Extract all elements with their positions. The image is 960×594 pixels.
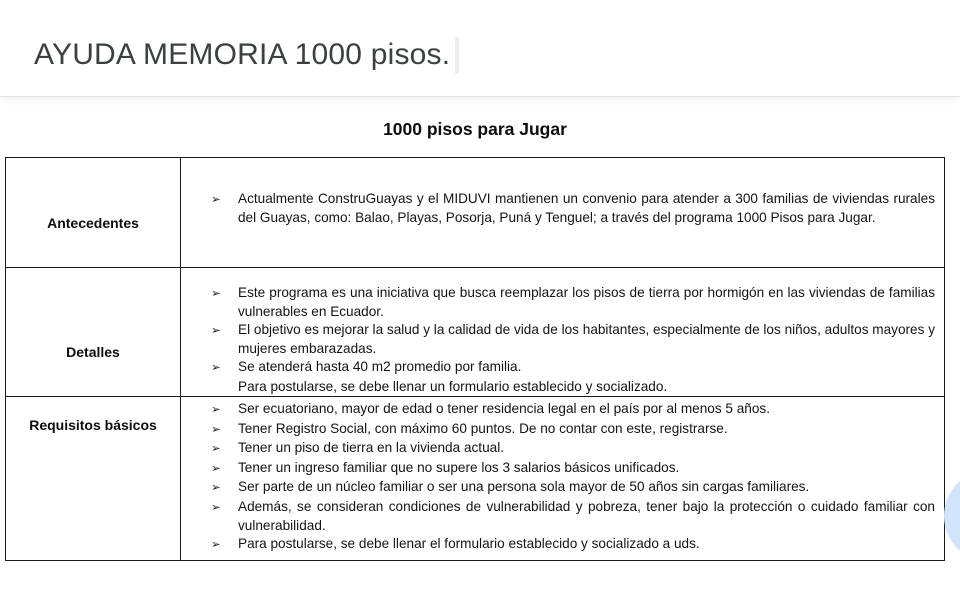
- row-content-cell: [181, 397, 944, 560]
- document-title[interactable]: AYUDA MEMORIA 1000 pisos.: [34, 38, 451, 71]
- row-label-cell: [6, 268, 181, 396]
- floating-bubble[interactable]: [944, 470, 960, 562]
- arrow-bullet-icon: ➢: [211, 539, 221, 552]
- arrow-bullet-icon: ➢: [211, 423, 221, 436]
- row-label-cell: [6, 158, 181, 267]
- list-item: ➢ Tener un ingreso familiar que no supere los 3 salarios básicos unificados.: [211, 459, 935, 479]
- table-row-antecedentes: [6, 158, 944, 267]
- row-label-cell: [6, 397, 181, 560]
- list-item: ➢ Actualmente ConstruGuayas y el MIDUVI mantienen un convenio para atender a 300 familias de viviendas rurales del Guayas, como: Balao, Playas, Posorja, Puná y Tenguel; a través del programa 1000 Pisos para Jugar.: [211, 190, 935, 227]
- list-item: ➢ Ser parte de un núcleo familiar o ser una persona sola mayor de 50 años sin cargas familiares.: [211, 478, 935, 498]
- arrow-bullet-icon: ➢: [211, 362, 221, 375]
- list-item: ➢ El objetivo es mejorar la salud y la calidad de vida de los habitantes, especialmente de los niños, adultos mayores y mujeres embarazadas.: [211, 321, 935, 358]
- arrow-bullet-icon: ➢: [211, 404, 221, 416]
- list-item: ➢ Además, se consideran condiciones de vulnerabilidad y pobreza, tener bajo la protección o cuidado familiar con vulnerabilidad.: [211, 498, 935, 535]
- list-item: ➢ Tener Registro Social, con máximo 60 puntos. De no contar con este, registrarse.: [211, 420, 935, 440]
- row-content-cell: [181, 158, 944, 267]
- arrow-bullet-icon: ➢: [211, 288, 221, 300]
- info-table: [5, 157, 945, 561]
- list-item: ➢ Este programa es una iniciativa que busca reemplazar los pisos de tierra por hormigón en las viviendas de familias vulnerables en Ecuador.: [211, 284, 935, 321]
- list-item: ➢ Se atenderá hasta 40 m2 promedio por familia.: [211, 358, 935, 378]
- list-item: ➢ Para postularse, se debe llenar el formulario establecido y socializado a uds.: [211, 535, 935, 555]
- list-item-continuation: Para postularse, se debe llenar un formulario establecido y socializado.: [211, 378, 935, 397]
- app-header: [0, 0, 960, 97]
- text-cursor: [455, 37, 459, 74]
- arrow-bullet-icon: ➢: [211, 443, 221, 456]
- row-label: Requisitos básicos: [29, 417, 157, 433]
- row-label: Detalles: [66, 344, 120, 360]
- row-content-cell: [181, 268, 944, 396]
- table-row-requisitos: [6, 396, 944, 560]
- arrow-bullet-icon: ➢: [211, 482, 221, 495]
- list-item: ➢ Tener un piso de tierra en la vivienda actual.: [211, 439, 935, 459]
- arrow-bullet-icon: ➢: [211, 501, 221, 514]
- row-label: Antecedentes: [47, 214, 139, 231]
- table-row-detalles: [6, 267, 944, 396]
- arrow-bullet-icon: ➢: [211, 194, 221, 206]
- arrow-bullet-icon: ➢: [211, 462, 221, 475]
- bullet-spacer: [211, 378, 238, 397]
- list-item: ➢ Ser ecuatoriano, mayor de edad o tener residencia legal en el país por al menos 5 años.: [211, 400, 935, 420]
- arrow-bullet-icon: ➢: [211, 325, 221, 338]
- document-heading: 1000 pisos para Jugar: [383, 119, 567, 139]
